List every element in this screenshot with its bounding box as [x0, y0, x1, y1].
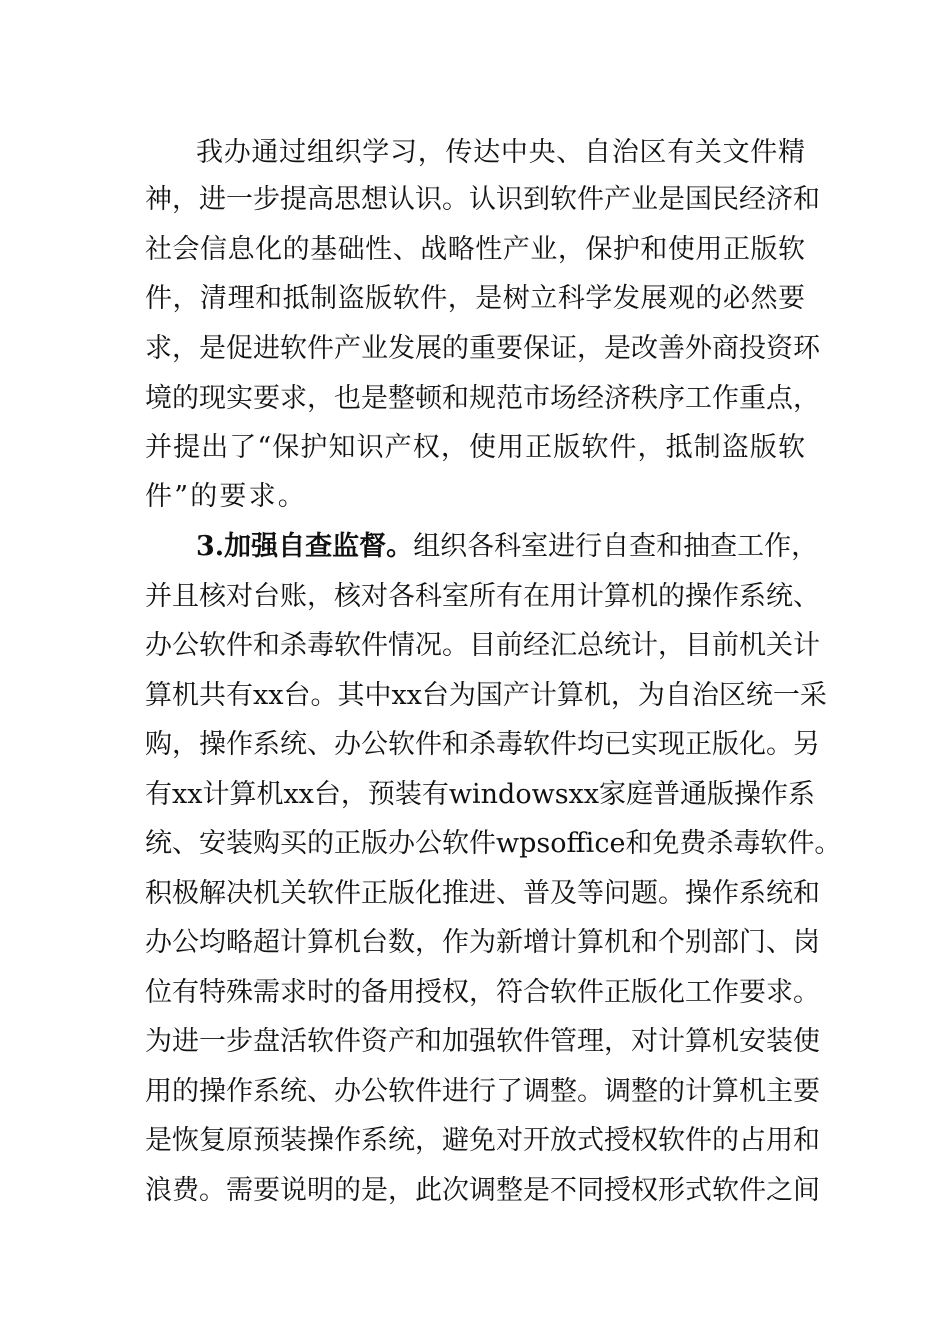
paragraph-2-line-5: 购，操作系统、办公软件和杀毒软件均已实现正版化。另 [145, 729, 820, 760]
paragraph-2-line-11: 为进一步盘活软件资产和加强软件管理，对计算机安装使 [145, 1026, 820, 1057]
paragraph-2-line-3: 办公软件和杀毒软件情况。目前经汇总统计，目前机关计 [145, 630, 820, 661]
paragraph-2-line-6: 有xx计算机xx台，预装有windowsxx家庭普通版操作系 [145, 779, 816, 810]
paragraph-1-line-6: 境的现实要求，也是整顿和规范市场经济秩序工作重点， [145, 383, 820, 414]
paragraph-2-line-1 [196, 527, 819, 567]
paragraph-1-line-4: 件，清理和抵制盗版软件，是树立科学发展观的必然要 [145, 283, 805, 314]
paragraph-1-line-5: 求，是促进软件产业发展的重要保证，是改善外商投资环 [145, 333, 820, 364]
paragraph-2-line-7: 统、安装购买的正版办公软件wpsoffice和免费杀毒软件。 [145, 828, 842, 859]
paragraph-2-line-2: 并且核对台账，核对各科室所有在用计算机的操作系统、 [145, 581, 820, 612]
paragraph-2-line-10: 位有特殊需求时的备用授权，符合软件正版化工作要求。 [145, 977, 820, 1008]
paragraph-1-line-3: 社会信息化的基础性、战略性产业，保护和使用正版软 [145, 234, 805, 265]
paragraph-2-line-12: 用的操作系统、办公软件进行了调整。调整的计算机主要 [145, 1076, 820, 1107]
paragraph-1-line-7: 并提出了“保护知识产权，使用正版软件，抵制盗版软 [145, 432, 805, 463]
paragraph-1-line-8: 件”的要求。 [145, 481, 308, 512]
paragraph-2-line-13: 是恢复原预装操作系统，避免对开放式授权软件的占用和 [145, 1125, 820, 1156]
paragraph-1-line-1: 我办通过组织学习，传达中央、自治区有关文件精 [196, 137, 805, 168]
paragraph-2-line-9: 办公均略超计算机台数，作为新增计算机和个别部门、岗 [145, 927, 820, 958]
section-heading: 3.加强自查监督。 [196, 531, 414, 562]
paragraph-1-line-2: 神，进一步提高思想认识。认识到软件产业是国民经济和 [145, 184, 820, 215]
paragraph-2-line-8: 积极解决机关软件正版化推进、普及等问题。操作系统和 [145, 878, 820, 909]
paragraph-2-line-4: 算机共有xx台。其中xx台为国产计算机，为自治区统一采 [145, 680, 827, 711]
paragraph-2-line-1-text: 组织各科室进行自查和抽查工作， [413, 531, 819, 562]
paragraph-2-line-14: 浪费。需要说明的是，此次调整是不同授权形式软件之间 [145, 1175, 820, 1206]
